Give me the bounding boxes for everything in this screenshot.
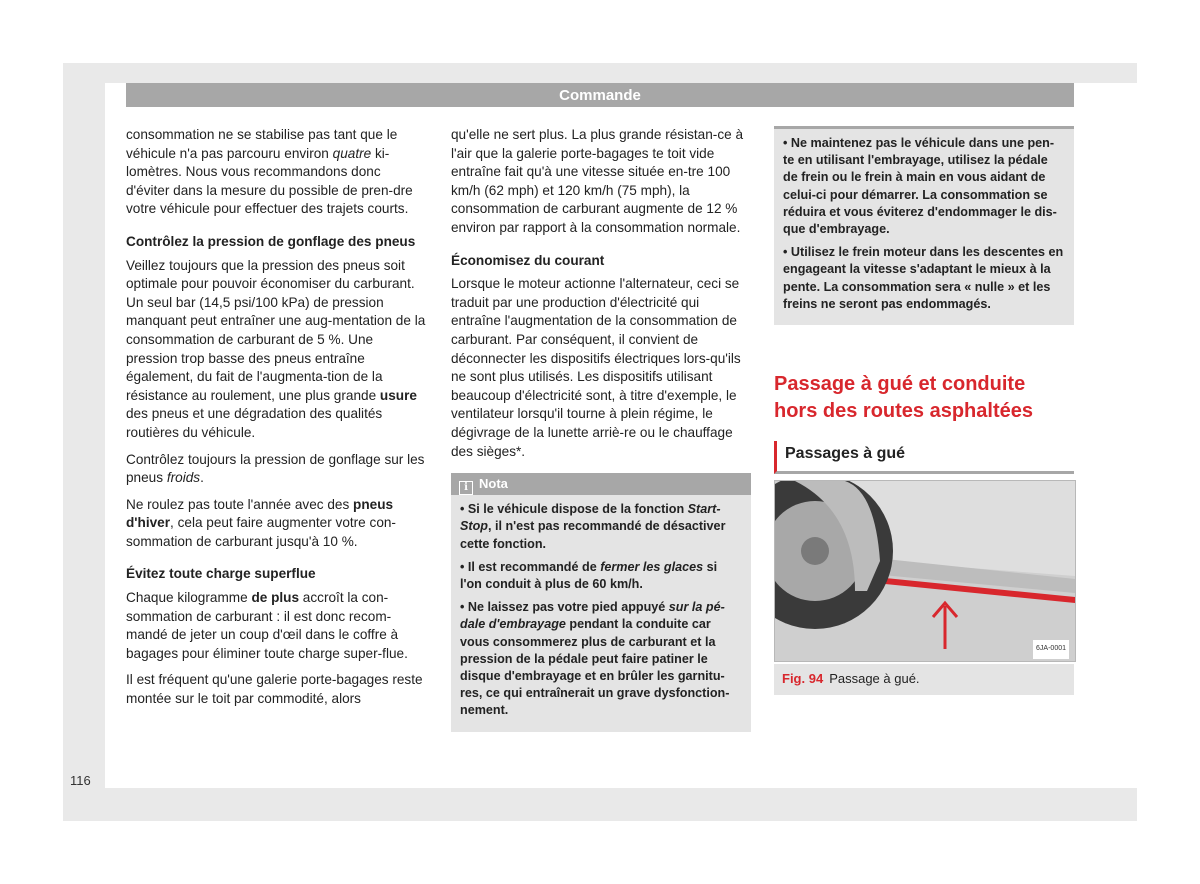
figure-code: 6JA-0001: [1033, 640, 1069, 659]
warning-item: [783, 135, 1064, 238]
text-run: Ne roulez pas toute l'année avec des: [126, 496, 354, 512]
text-run: de plus: [251, 590, 300, 606]
column-2-text: [451, 126, 751, 461]
text-run: Veillez toujours que la pression des pneus soit optimale pour pouvoir économiser du carburant. Un seul bar (14,5 psi/100 kPa) de pression manquant peut entraîner une aug-mentation de la consommation de carburant de 5 %. Une pression trop basse des pneus entraîne également, du fait de l'augmenta-tion de la résistance au roulement, une plus grande: [126, 257, 426, 403]
wheel-hub: [801, 537, 829, 565]
text-run: Contrôlez la pression de gonflage des pneus: [126, 233, 416, 249]
text-run: , cela peut faire augmenter votre con-sommation de carburant jusqu'à 10 %.: [126, 515, 396, 549]
figure-caption: [774, 664, 1074, 695]
text-column-3: [774, 126, 1074, 695]
text-run: Contrôlez toujours la pression de gonflage sur les pneus: [126, 451, 425, 486]
note-header: [451, 473, 751, 495]
text-run: si l'on conduit à plus de 60 km/h.: [460, 559, 718, 591]
subheading: [451, 252, 751, 271]
text-run: qu'elle ne sert plus. La plus grande résistan-ce à l'air que la galerie porte-bagages te toit vide entraîne fait qu'à une vitesse située en-tre 100 km/h (62 mph) et 120 km/h (75 mph), la consommation de carburant augmente de 12 % environ par rapport à la consommation normale.: [451, 127, 744, 235]
text-run: , il n'est pas recommandé de désactiver cette fonction.: [460, 519, 726, 551]
text-run: • Il est recommandé de: [460, 559, 601, 574]
text-run: ki-lomètres. Nous vous recommandons donc d'éviter dans la mesure du possible de pren-dre votre véhicule pour effectuer des trajets courts.: [126, 145, 413, 217]
text-run: froids: [166, 470, 201, 486]
text-run: pneus d'hiver: [126, 496, 394, 531]
subsection-title: Passages à gué: [774, 441, 1074, 474]
info-icon: i: [459, 481, 473, 495]
page-number: 116: [70, 773, 91, 788]
text-run: Start-Stop: [460, 502, 721, 534]
car-sill-illustration: [775, 481, 1075, 661]
text-column-1: [126, 126, 426, 717]
text-run: sur la pé-dale d'embrayage: [460, 600, 725, 632]
text-run: quatre: [332, 145, 372, 161]
figure-caption-text: Passage à gué.: [829, 671, 920, 687]
note-item: [460, 599, 741, 719]
section-title: Passage à gué et conduite hors des routes asphaltées: [774, 373, 1033, 423]
paragraph: [451, 126, 751, 238]
paragraph: [126, 451, 426, 488]
warning-box: [774, 126, 1074, 325]
text-run: .: [200, 470, 204, 486]
paragraph: [126, 589, 426, 663]
text-run: • Ne laissez pas votre pied appuyé: [460, 600, 669, 615]
text-run: Lorsque le moteur actionne l'alternateur, ceci se traduit par une production d'électricité qui entraîne l'augmentation de la consommation de carburant. Par conséquent, il convient de déconnecter les dispositifs électriques lors-qu'ils ne sont plus utilisés. Les dispositifs utilisant beaucoup d'électricité sont, à titre d'exemple, le ventilateur lorsqu'il tourne à plein régime, le dégivrage de la lunette arriè-re ou le chauffage des sièges*.: [451, 276, 741, 459]
text-run: pendant la conduite car vous consommerez plus de carburant et la pression de la pédale peut faire patiner le disque d'embrayage et en brûler les garnitu-res, ce qui entraînerait un grave dysfonction-nement.: [460, 617, 730, 718]
text-run: Évitez toute charge superflue: [126, 566, 316, 582]
figure-image: [774, 480, 1076, 662]
note-item: [460, 559, 741, 593]
text-run: usure: [379, 387, 417, 403]
note-title: Nota: [479, 476, 508, 492]
note-item: [460, 501, 741, 553]
paragraph: [126, 126, 426, 219]
text-run: • Ne maintenez pas le véhicule dans une pen-te en utilisant l'embrayage, utilisez la pédale de frein ou le frein à main en vous aidant de celui-ci pour démarrer. La consommation se réduira et vous éviterez d'endommager le dis-que d'embrayage.: [783, 136, 1057, 237]
text-run: • Si le véhicule dispose de la fonction: [460, 502, 688, 517]
text-column-2: [451, 126, 751, 732]
paragraph: [126, 671, 426, 708]
text-run: accroît la con-sommation de carburant : il est donc recom-mandé de jeter un coup d'œil dans le coffre à bagages pour éliminer toute charge super-flue.: [126, 590, 408, 661]
text-run: Il est fréquent qu'une galerie porte-bagages reste montée sur le toit par commodité, alors: [126, 672, 423, 707]
note-body: [451, 495, 751, 731]
subheading: [126, 233, 426, 252]
text-run: des pneus et une dégradation des qualités routières du véhicule.: [126, 406, 383, 440]
text-run: Chaque kilogramme: [126, 590, 252, 606]
paragraph: [126, 496, 426, 552]
section-header: Commande: [126, 83, 1074, 107]
warning-item: [783, 244, 1064, 313]
text-run: consommation ne se stabilise pas tant que le véhicule n'a pas parcouru environ: [126, 127, 398, 161]
text-run: • Utilisez le frein moteur dans les descentes en engageant la vitesse s'adaptant le mieux à la pente. La consommation sera « nulle » et les freins ne seront pas endommagés.: [783, 245, 1064, 311]
paragraph: [451, 275, 751, 461]
figure-label: Fig. 94: [782, 671, 824, 687]
paragraph: [126, 257, 426, 443]
text-run: fermer les glaces: [600, 559, 704, 574]
subheading: [126, 565, 426, 584]
text-run: Économisez du courant: [451, 252, 605, 268]
warning-body: [774, 129, 1074, 325]
note-box: [451, 473, 751, 731]
